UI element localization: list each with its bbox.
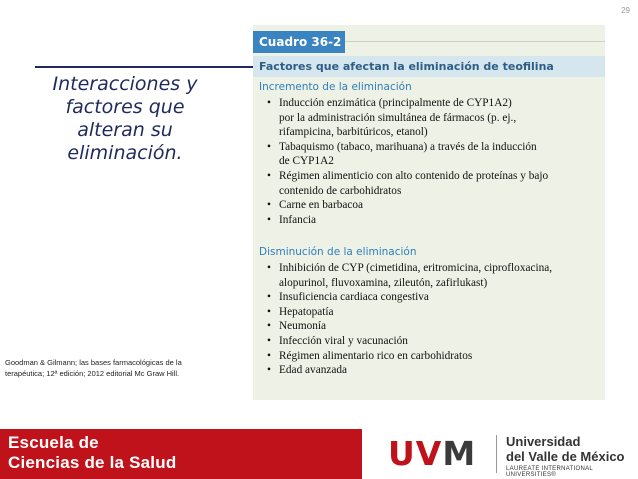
uvm-logo-letter-m: M — [442, 434, 477, 473]
slide-title-line: eliminación. — [67, 142, 183, 164]
list-item-line: • Carne en barbacoa — [279, 199, 364, 212]
university-name-line: del Valle de México — [506, 449, 625, 464]
list-item-line: • Infancia — [279, 213, 317, 226]
citation — [5, 357, 233, 379]
list-item — [267, 334, 603, 349]
list-item-line: • Infección viral y vacunación — [279, 334, 408, 347]
list-item-line: • Neumonía — [279, 320, 327, 333]
uvm-logo — [388, 435, 476, 473]
list-item-line: • Inducción enzimática (principalmente de CYP1A2) — [279, 97, 512, 109]
slide-title-line: factores que — [65, 96, 185, 118]
logo-divider — [496, 435, 497, 473]
list-item — [267, 198, 603, 213]
citation-line: terapéutica; 12ª edición; 2012 editorial Mc Graw Hill. — [5, 369, 180, 378]
slide-title-line: Interacciones y — [52, 73, 198, 95]
list-item — [267, 319, 603, 334]
list-item — [267, 290, 603, 305]
laureate-tagline: LAUREATE INTERNATIONAL UNIVERSITIES® — [506, 466, 593, 478]
list-item-line: rifampicina, barbitúricos, etanol) — [279, 126, 428, 139]
increase-list — [267, 96, 603, 227]
footer-banner — [0, 429, 638, 479]
decrease-list — [267, 261, 603, 378]
slide-title — [30, 73, 220, 165]
list-item-line: • Régimen alimenticio con alto contenido de proteínas y bajo — [279, 169, 549, 182]
list-item — [267, 140, 603, 169]
list-item-line: de CYP1A2 — [279, 155, 334, 168]
list-item-line: • Hepatopatía — [279, 305, 334, 318]
list-item — [267, 305, 603, 320]
title-rule — [35, 66, 253, 68]
list-item-line: • Insuficiencia cardiaca congestiva — [279, 291, 429, 304]
list-item — [267, 349, 603, 364]
list-item-line: por la administración simultánea de fármacos (p. ej., — [279, 111, 517, 124]
school-name-line: Escuela de — [8, 433, 99, 452]
school-name — [8, 433, 176, 473]
box-subtitle: Factores que afectan la eliminación de teofilina — [253, 56, 605, 77]
list-item — [267, 363, 603, 378]
list-item — [267, 96, 603, 140]
list-item-line: alopurinol, fluvoxamina, zileutón, zafirlukast) — [279, 276, 488, 289]
list-item-line: • Régimen alimentario rico en carbohidratos — [279, 349, 473, 362]
decrease-heading: Disminución de la eliminación — [259, 246, 417, 258]
university-name-line: Universidad — [506, 434, 581, 449]
uvm-logo-letters: UV — [388, 434, 443, 473]
page-number: 29 — [621, 6, 630, 15]
increase-heading: Incremento de la eliminación — [259, 81, 412, 93]
list-item-line: • Inhibición de CYP (cimetidina, eritromicina, ciprofloxacina, — [279, 262, 553, 274]
school-name-line: Ciencias de la Salud — [8, 453, 177, 472]
box-header-rule — [345, 41, 605, 42]
list-item — [267, 169, 603, 198]
box-header: Cuadro 36-2 — [253, 31, 345, 53]
list-item-line: • Tabaquismo (tabaco, marihuana) a través de la inducción — [279, 140, 537, 153]
list-item-line: • Edad avanzada — [279, 364, 348, 377]
footer-red-band — [0, 429, 362, 479]
list-item — [267, 213, 603, 228]
table-box — [253, 25, 605, 400]
slide-title-line: alteran su — [77, 119, 173, 141]
list-item — [267, 261, 603, 290]
list-item-line: contenido de carbohidratos — [279, 184, 402, 197]
university-name — [506, 434, 625, 464]
citation-line: Goodman & Gilmann; las bases farmacológicas de la — [5, 358, 182, 367]
